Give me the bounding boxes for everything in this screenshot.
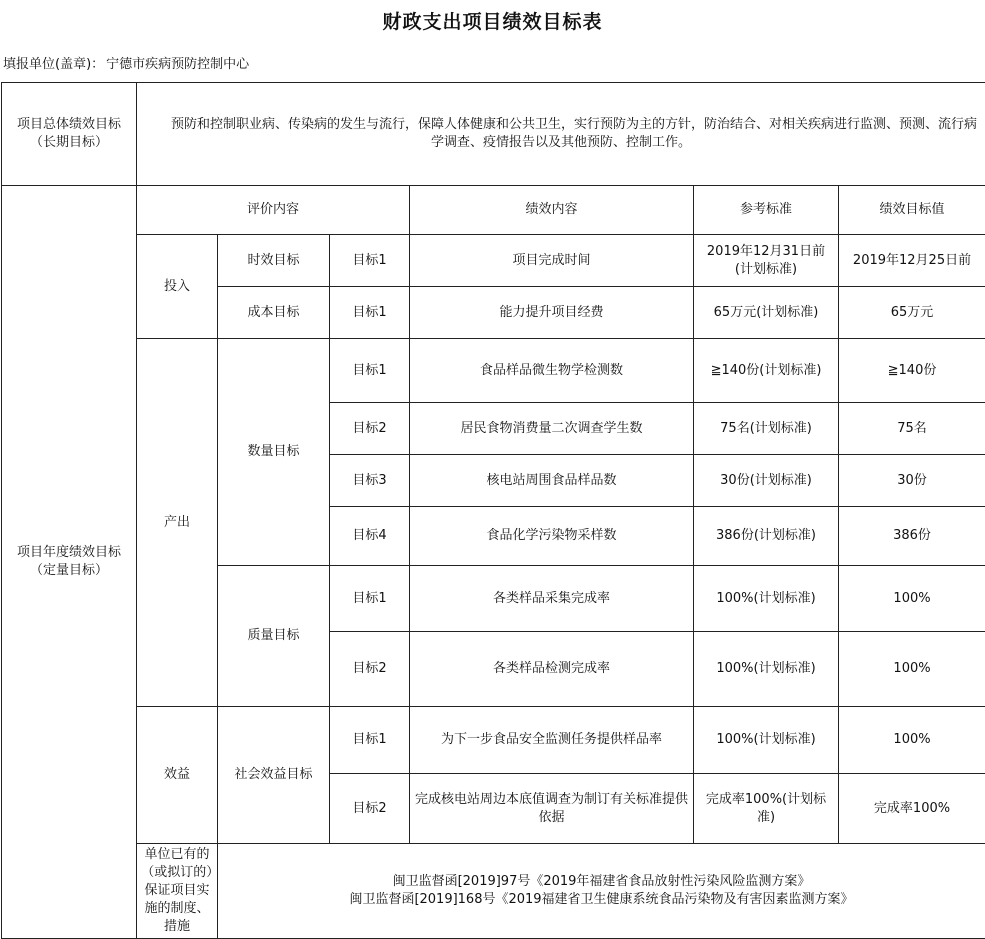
row-content: 能力提升项目经费: [410, 287, 694, 339]
table-row: [2, 235, 985, 287]
group-benefit: 效益: [137, 707, 218, 844]
row-id: 目标3: [330, 455, 410, 507]
row-id: 目标1: [330, 339, 410, 403]
row-id: 目标1: [330, 287, 410, 339]
row-content: 各类样品采集完成率: [410, 566, 694, 632]
subgroup-cost: 成本目标: [218, 287, 330, 339]
row-standard: 完成率100%(计划标准): [694, 774, 839, 844]
row-id: 目标1: [330, 235, 410, 287]
overall-goal-row: [2, 83, 985, 186]
performance-table: [1, 82, 985, 939]
row-standard: 100%(计划标准): [694, 707, 839, 774]
row-content: 各类样品检测完成率: [410, 632, 694, 707]
overall-goal-text: [137, 83, 985, 186]
row-content: 食品样品微生物学检测数: [410, 339, 694, 403]
row-content: 为下一步食品安全监测任务提供样品率: [410, 707, 694, 774]
row-standard: 30份(计划标准): [694, 455, 839, 507]
row-target: 2019年12月25日前: [839, 235, 985, 287]
row-target: 30份: [839, 455, 985, 507]
table-header-row: [2, 186, 985, 235]
row-id: 目标4: [330, 507, 410, 566]
row-standard: 100%(计划标准): [694, 566, 839, 632]
overall-goal-text-body: 预防和控制职业病、传染病的发生与流行，保障人体健康和公共卫生，实行预防为主的方针，防治结合、对相关疾病进行监测、预测、流行病学调查、疫情报告以及其他预防、控制工作。: [141, 116, 981, 152]
annual-goal-label: 项目年度绩效目标（定量目标）: [2, 186, 137, 939]
row-target: 完成率100%: [839, 774, 985, 844]
measures-line: 闽卫监督函[2019]97号《2019年福建省食品放射性污染风险监测方案》: [222, 873, 981, 891]
row-standard: 2019年12月31日前(计划标准): [694, 235, 839, 287]
subgroup-quantity: 数量目标: [218, 339, 330, 566]
header-content: 绩效内容: [410, 186, 694, 235]
row-content: 项目完成时间: [410, 235, 694, 287]
table-row: [2, 339, 985, 403]
row-target: 100%: [839, 707, 985, 774]
row-target: ≧140份: [839, 339, 985, 403]
header-standard: 参考标准: [694, 186, 839, 235]
row-id: 目标1: [330, 566, 410, 632]
reporting-unit: [3, 44, 249, 80]
group-output: 产出: [137, 339, 218, 707]
row-content: 食品化学污染物采样数: [410, 507, 694, 566]
row-content: 居民食物消费量二次调查学生数: [410, 403, 694, 455]
row-id: 目标2: [330, 774, 410, 844]
row-target: 75名: [839, 403, 985, 455]
reporting-unit-value: 宁德市疾病预防控制中心: [106, 53, 249, 72]
row-standard: ≧140份(计划标准): [694, 339, 839, 403]
row-target: 100%: [839, 566, 985, 632]
overall-goal-label: 项目总体绩效目标（长期目标）: [2, 83, 137, 186]
row-standard: 75名(计划标准): [694, 403, 839, 455]
row-standard: 100%(计划标准): [694, 632, 839, 707]
measures-row: [2, 844, 985, 939]
row-standard: 386份(计划标准): [694, 507, 839, 566]
row-standard: 65万元(计划标准): [694, 287, 839, 339]
header-eval: 评价内容: [137, 186, 410, 235]
subgroup-quality: 质量目标: [218, 566, 330, 707]
row-target: 386份: [839, 507, 985, 566]
measures-text: [218, 844, 985, 939]
measures-line: 闽卫监督函[2019]168号《2019福建省卫生健康系统食品污染物及有害因素监测方案》: [222, 891, 981, 909]
row-content: 完成核电站周边本底值调查为制订有关标准提供依据: [410, 774, 694, 844]
page-title: 财政支出项目绩效目标表: [0, 0, 985, 40]
row-target: 100%: [839, 632, 985, 707]
row-id: 目标2: [330, 632, 410, 707]
group-input: 投入: [137, 235, 218, 339]
row-content: 核电站周围食品样品数: [410, 455, 694, 507]
subgroup-social: 社会效益目标: [218, 707, 330, 844]
subgroup-timeliness: 时效目标: [218, 235, 330, 287]
header-target: 绩效目标值: [839, 186, 985, 235]
reporting-unit-label: 填报单位(盖章)：: [3, 53, 104, 72]
measures-label: 单位已有的（或拟订的）保证项目实施的制度、措施: [137, 844, 218, 939]
table-row: [2, 707, 985, 774]
row-id: 目标1: [330, 707, 410, 774]
row-target: 65万元: [839, 287, 985, 339]
row-id: 目标2: [330, 403, 410, 455]
